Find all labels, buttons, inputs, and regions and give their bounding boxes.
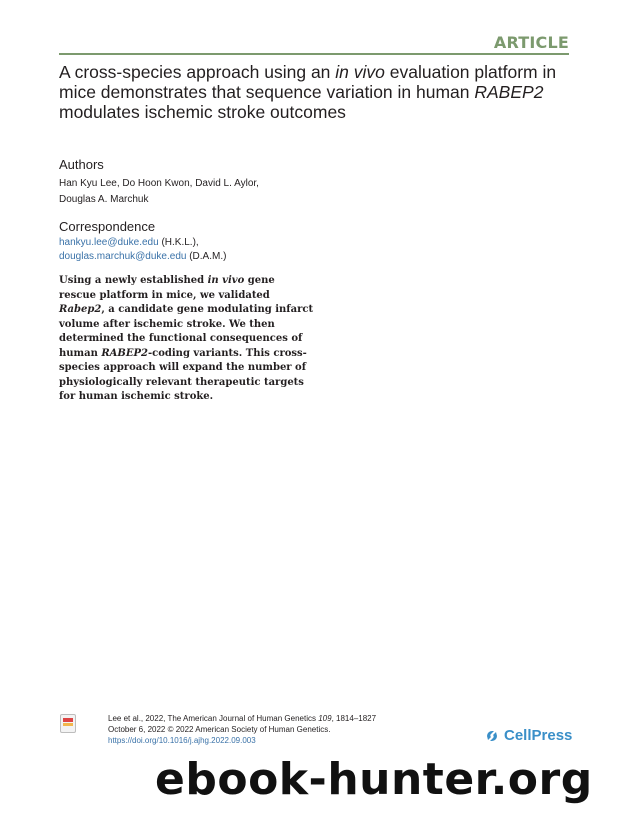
correspondence-heading: Correspondence bbox=[59, 219, 156, 234]
author-initials: (D.A.M.) bbox=[186, 251, 227, 262]
title-text: evaluation platform in mice demonstrates that sequence variation in human bbox=[59, 62, 557, 102]
correspondence-list bbox=[59, 236, 226, 264]
in-brief-summary bbox=[59, 274, 314, 405]
crossmark-icon[interactable] bbox=[60, 714, 76, 733]
summary-italic: in vivo bbox=[207, 275, 245, 286]
summary-text: gene rescue platform in mice, we validated bbox=[59, 275, 275, 301]
title-italic: in vivo bbox=[335, 62, 385, 82]
summary-text: , a candidate gene modulating infarct volume after ischemic stroke. We then determined the functional consequences of human bbox=[59, 304, 314, 359]
author-initials: (H.K.L.), bbox=[158, 237, 199, 248]
cellpress-logo-icon bbox=[484, 728, 500, 744]
summary-text: Using a newly established bbox=[59, 275, 208, 286]
summary-italic: RABEP2 bbox=[101, 347, 148, 359]
email-link[interactable]: douglas.marchuk@duke.edu bbox=[59, 251, 187, 262]
authors-heading: Authors bbox=[59, 157, 104, 172]
header-rule bbox=[59, 53, 569, 55]
publisher-name: CellPress bbox=[504, 727, 573, 744]
citation-block bbox=[108, 713, 376, 746]
citation-volume: 109 bbox=[318, 714, 332, 723]
paper-title bbox=[59, 62, 569, 122]
title-text: A cross-species approach using an bbox=[59, 62, 336, 82]
authors-list bbox=[59, 176, 259, 208]
summary-text: -coding variants. This cross-species approach will expand the number of physiologically relevant therapeutic targets for human ischemic stroke. bbox=[59, 347, 307, 402]
title-text: modulates ischemic stroke outcomes bbox=[59, 102, 346, 122]
summary-italic: Rabep2 bbox=[59, 304, 102, 315]
article-type-label: ARTICLE bbox=[493, 33, 569, 52]
citation-date: October 6, 2022 © 2022 American Society of Human Genetics. bbox=[108, 725, 331, 734]
authors-line: Han Kyu Lee, Do Hoon Kwon, David L. Aylor, bbox=[59, 178, 259, 189]
email-link[interactable]: hankyu.lee@duke.edu bbox=[59, 237, 159, 248]
title-italic: RABEP2 bbox=[474, 82, 544, 102]
watermark-text: ebook-hunter.org bbox=[155, 754, 593, 805]
doi-link[interactable]: https://doi.org/10.1016/j.ajhg.2022.09.003 bbox=[108, 736, 256, 745]
citation-text: Lee et al., 2022, The American Journal of Human Genetics bbox=[108, 714, 319, 723]
authors-line: Douglas A. Marchuk bbox=[59, 194, 149, 205]
citation-pages: , 1814–1827 bbox=[331, 714, 377, 723]
publisher-logo[interactable] bbox=[484, 727, 572, 744]
